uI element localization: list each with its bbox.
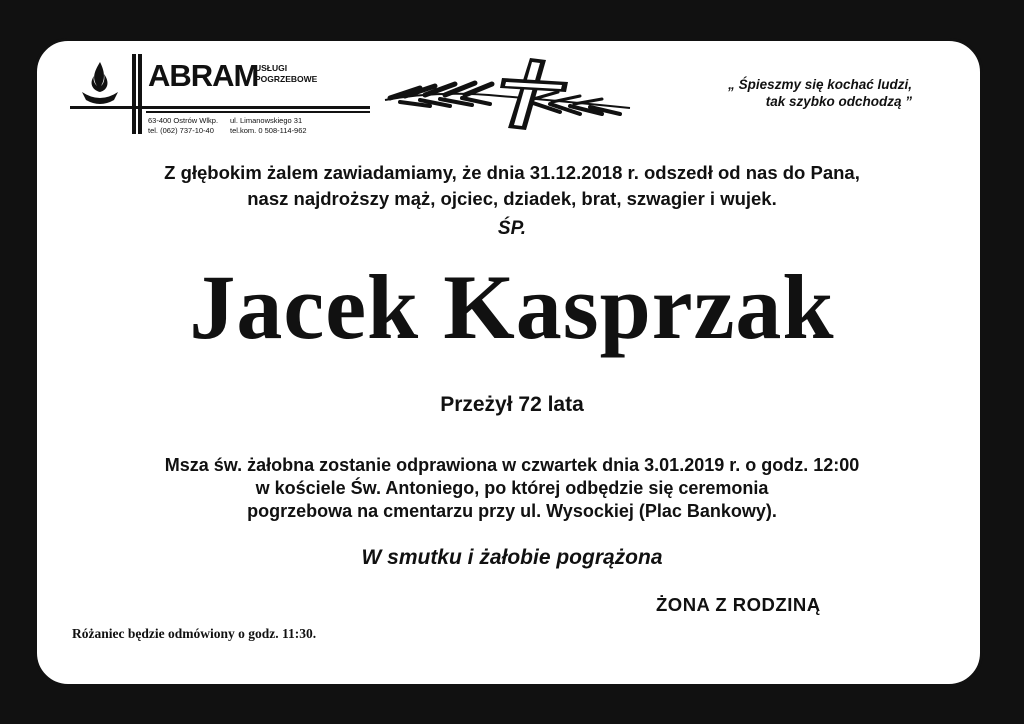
logo-horizontal-rule bbox=[70, 106, 370, 109]
funeral-mass-details bbox=[0, 454, 1024, 523]
deceased-name: Jacek Kasprzak bbox=[189, 256, 835, 358]
mass-line3: pogrzebowa na cmentarzu przy ul. Wysockiej (Plac Bankowy). bbox=[247, 501, 777, 521]
address-block-city bbox=[148, 116, 218, 136]
rosary-note: Różaniec będzie odmówiony o godz. 11:30. bbox=[72, 626, 317, 641]
mourning-phrase: W smutku i żałobie pogrążona bbox=[361, 546, 663, 569]
mass-line1: Msza św. żałobna zostanie odprawiona w czwartek dnia 3.01.2019 r. o godz. 12:00 bbox=[164, 455, 860, 475]
phone-landline: tel. (062) 737-10-40 bbox=[148, 126, 214, 135]
motto-quote bbox=[728, 76, 912, 110]
cross-and-palm-icon bbox=[380, 50, 635, 140]
motto-line2: tak szybko odchodzą ” bbox=[765, 94, 912, 109]
address-street: ul. Limanowskiego 31 bbox=[230, 116, 303, 125]
announcement-intro bbox=[0, 160, 1024, 212]
brand-subtitle bbox=[255, 63, 317, 85]
brand-subtitle-line2: POGRZEBOWE bbox=[255, 74, 318, 84]
intro-line1: Z głębokim żalem zawiadamiamy, że dnia 31.12.2018 r. odszedł od nas do Pana, bbox=[164, 162, 860, 183]
motto-line1: „ Śpieszmy się kochać ludzi, bbox=[728, 77, 912, 92]
brand-name: ABRAM bbox=[148, 58, 259, 93]
sp-abbreviation: ŚP. bbox=[497, 218, 527, 239]
intro-line2: nasz najdroższy mąż, ojciec, dziadek, brat, szwagier i wujek. bbox=[247, 188, 777, 209]
brand-subtitle-line1: USŁUGI bbox=[255, 63, 288, 73]
logo-horizontal-rule-thin bbox=[146, 111, 370, 113]
mass-line2: w kościele Św. Antoniego, po której odbędzie się ceremonia bbox=[255, 478, 769, 498]
funeral-home-logo bbox=[70, 52, 380, 138]
logo-vertical-bars bbox=[132, 54, 142, 134]
address-city: 63-400 Ostrów Wlkp. bbox=[148, 116, 219, 125]
phone-mobile: tel.kom. 0 508-114-962 bbox=[230, 126, 307, 135]
family-signature: ŻONA Z RODZINĄ bbox=[656, 594, 821, 615]
address-block-street bbox=[230, 116, 307, 136]
age-statement: Przeżył 72 lata bbox=[440, 393, 584, 416]
